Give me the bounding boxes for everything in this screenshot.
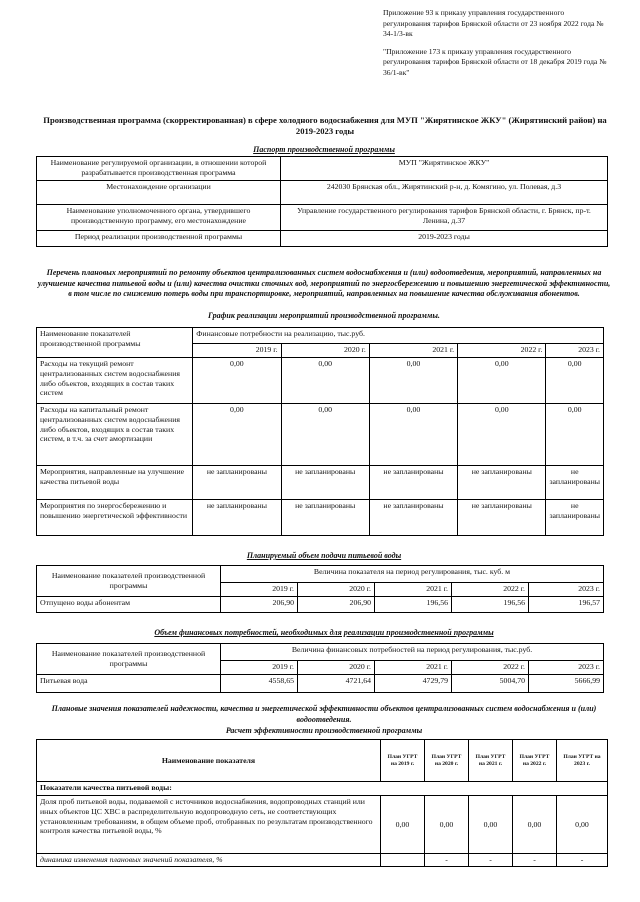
- order-annex-header: [383, 8, 613, 78]
- plan-year-header: План УГРТ на 2022 г.: [513, 740, 557, 782]
- table-row: [37, 404, 604, 466]
- table-row: [37, 796, 608, 854]
- plan-year-header: План УГРТ на 2020 г.: [425, 740, 469, 782]
- cell-value: -: [425, 854, 469, 867]
- cell-value: 0,00: [546, 358, 604, 404]
- passport-row: [37, 205, 608, 231]
- measures-table: [36, 327, 604, 536]
- year-header: 2022 г.: [452, 583, 529, 597]
- cell-value: 0,00: [193, 404, 281, 466]
- year-header: 2019 г.: [221, 583, 298, 597]
- year-header: 2019 г.: [193, 344, 281, 358]
- row-label: Мероприятия по энергосбережению и повышению энергетической эффективности: [37, 500, 193, 536]
- finance-col-label: Наименование показателей производственной программы: [37, 644, 221, 675]
- passport-value: 2019-2023 годы: [281, 231, 608, 247]
- cell-value: не запланированы: [193, 466, 281, 500]
- volume-table: [36, 565, 604, 613]
- row-label: Доля проб питьевой воды, подаваемой с источников водоснабжения, водопроводных станций или иных объектов ЦС ХВС в распределительную водопроводную сеть, не соответствующих установленным требованиям, в общем объеме проб, отобранных по результатам производственного контроля качества питьевой воды, %: [37, 796, 381, 854]
- cell-value: -: [469, 854, 513, 867]
- passport-value: Управление государственного регулирования тарифов Брянской области, г. Брянск, пр-т. Ленина, д.37: [281, 205, 608, 231]
- measures-col-group: Финансовые потребности на реализацию, тыс.руб.: [193, 328, 604, 344]
- passport-table: [36, 156, 608, 247]
- cell-value: 196,56: [452, 597, 529, 613]
- year-header: 2021 г.: [375, 583, 452, 597]
- annex-note-original: "Приложение 173 к приказу управления государственного регулирования тарифов Брянской области от 18 декабря 2019 года № 36/1-вк": [383, 46, 607, 77]
- plan-year-header: План УГРТ на 2023 г.: [557, 740, 608, 782]
- section-row: [37, 782, 608, 796]
- cell-value: 196,57: [529, 597, 604, 613]
- year-header: 2021 г.: [369, 344, 457, 358]
- cell-value: не запланированы: [281, 466, 369, 500]
- cell-value: не запланированы: [546, 466, 604, 500]
- cell-value: 5004,70: [452, 675, 529, 693]
- passport-row: [37, 181, 608, 205]
- passport-heading: Паспорт производственной программы: [253, 145, 395, 154]
- volume-heading: Планируемый объем подачи питьевой воды: [246, 551, 402, 560]
- cell-value: 206,90: [221, 597, 298, 613]
- cell-value: 0,00: [458, 358, 546, 404]
- measures-col-label: Наименование показателей производственной программы: [37, 328, 193, 358]
- cell-value: 4721,64: [298, 675, 375, 693]
- cell-value: 0,00: [469, 796, 513, 854]
- volume-col-group: Величина показателя на период регулирования, тыс. куб. м: [221, 566, 604, 583]
- finance-col-group: Величина финансовых потребностей на период регулирования, тыс.руб.: [221, 644, 604, 661]
- cell-value: -: [557, 854, 608, 867]
- cell-value: 0,00: [381, 796, 425, 854]
- year-header: 2020 г.: [281, 344, 369, 358]
- passport-label: Наименование уполномоченного органа, утвердившего производственную программу, его местонахождение: [37, 205, 281, 231]
- year-header: 2023 г.: [546, 344, 604, 358]
- row-label: Питьевая вода: [37, 675, 221, 693]
- cell-value: 0,00: [546, 404, 604, 466]
- cell-value: не запланированы: [458, 500, 546, 536]
- cell-value: 4729,79: [375, 675, 452, 693]
- volume-col-label: Наименование показателей производственной программы: [37, 566, 221, 597]
- reliability-table: [36, 739, 608, 867]
- cell-value: 0,00: [281, 404, 369, 466]
- passport-row: [37, 157, 608, 181]
- table-row: [37, 466, 604, 500]
- cell-value: не запланированы: [369, 466, 457, 500]
- measures-heading: Перечень плановых мероприятий по ремонту объектов централизованных систем водоснабжения и (или) водоотведения, мероприятий, направленных на улучшение качества питьевой воды и (или) качества очистки сточных вод, мероприятий по энергосбережению и повышению энергетической эффективности, в том числе по снижению потерь воды при транспортировке, мероприятий, направленных на повышение качества обслуживания абонентов.: [37, 268, 611, 298]
- cell-value: -: [513, 854, 557, 867]
- table-row: [37, 854, 608, 867]
- table-row: [37, 675, 604, 693]
- passport-value: МУП "Жирятинское ЖКУ": [281, 157, 608, 181]
- dynamics-label: динамика изменения плановых значений показателя, %: [37, 854, 381, 867]
- cell-value: 0,00: [369, 404, 457, 466]
- cell-value: 0,00: [193, 358, 281, 404]
- passport-label: Местонахождение организации: [37, 181, 281, 205]
- cell-value: 0,00: [557, 796, 608, 854]
- table-row: [37, 358, 604, 404]
- year-header: 2023 г.: [529, 583, 604, 597]
- passport-label: Период реализации производственной программы: [37, 231, 281, 247]
- year-header: 2023 г.: [529, 661, 604, 675]
- cell-value: 5666,99: [529, 675, 604, 693]
- annex-note-current: Приложение 93 к приказу управления государственного регулирования тарифов Брянской области от 23 ноября 2022 года № 34-1/3-вк: [383, 8, 604, 38]
- cell-value: 0,00: [425, 796, 469, 854]
- row-label: Мероприятия, направленные на улучшение качества питьевой воды: [37, 466, 193, 500]
- table-row: [37, 500, 604, 536]
- plan-year-header: План УГРТ на 2019 г.: [381, 740, 425, 782]
- passport-value: 242030 Брянская обл., Жирятинский р-н, д. Комягино, ул. Полевая, д.3: [281, 181, 608, 205]
- cell-value: не запланированы: [546, 500, 604, 536]
- year-header: 2020 г.: [298, 661, 375, 675]
- cell-value: 0,00: [369, 358, 457, 404]
- cell-value: 0,00: [281, 358, 369, 404]
- passport-row: [37, 231, 608, 247]
- row-label: Расходы на капитальный ремонт централизованных систем водоснабжения либо объектов, входящих в состав таких систем, в т.ч. за счет амортизации: [37, 404, 193, 466]
- document-title: Производственная программа (скорректированная) в сфере холодного водоснабжения для МУП "Жирятинское ЖКУ" (Жирятинский район) на 2019-2023 годы: [43, 115, 607, 136]
- cell-value: не запланированы: [369, 500, 457, 536]
- table-row: [37, 597, 604, 613]
- reliability-heading: Плановые значения показателей надежности, качества и энергетической эффективности объектов централизованных систем водоснабжения и (или) водоотведения.: [51, 704, 597, 724]
- year-header: 2022 г.: [458, 344, 546, 358]
- cell-value: 0,00: [513, 796, 557, 854]
- cell-value: 0,00: [458, 404, 546, 466]
- finance-heading: Объем финансовых потребностей, необходимых для реализации производственной программы: [154, 628, 494, 637]
- year-header: 2022 г.: [452, 661, 529, 675]
- reliability-col-label: Наименование показателя: [37, 740, 381, 782]
- plan-year-header: План УГРТ на 2021 г.: [469, 740, 513, 782]
- section-label: Показатели качества питьевой воды:: [37, 782, 608, 796]
- cell-value: 196,56: [375, 597, 452, 613]
- cell-value: не запланированы: [281, 500, 369, 536]
- cell-value: [381, 854, 425, 867]
- passport-label: Наименование регулируемой организации, в отношении которой разрабатывается производственная программа: [37, 157, 281, 181]
- reliability-subheading: Расчет эффективности производственной программы: [225, 726, 423, 735]
- row-label: Отпущено воды абонентам: [37, 597, 221, 613]
- year-header: 2019 г.: [221, 661, 298, 675]
- cell-value: не запланированы: [458, 466, 546, 500]
- finance-table: [36, 643, 604, 693]
- year-header: 2020 г.: [298, 583, 375, 597]
- row-label: Расходы на текущий ремонт централизованных систем водоснабжения либо объектов, входящих в состав таких систем: [37, 358, 193, 404]
- cell-value: не запланированы: [193, 500, 281, 536]
- cell-value: 4558,65: [221, 675, 298, 693]
- measures-subheading: График реализации мероприятий производственной программы.: [208, 311, 440, 320]
- year-header: 2021 г.: [375, 661, 452, 675]
- cell-value: 206,90: [298, 597, 375, 613]
